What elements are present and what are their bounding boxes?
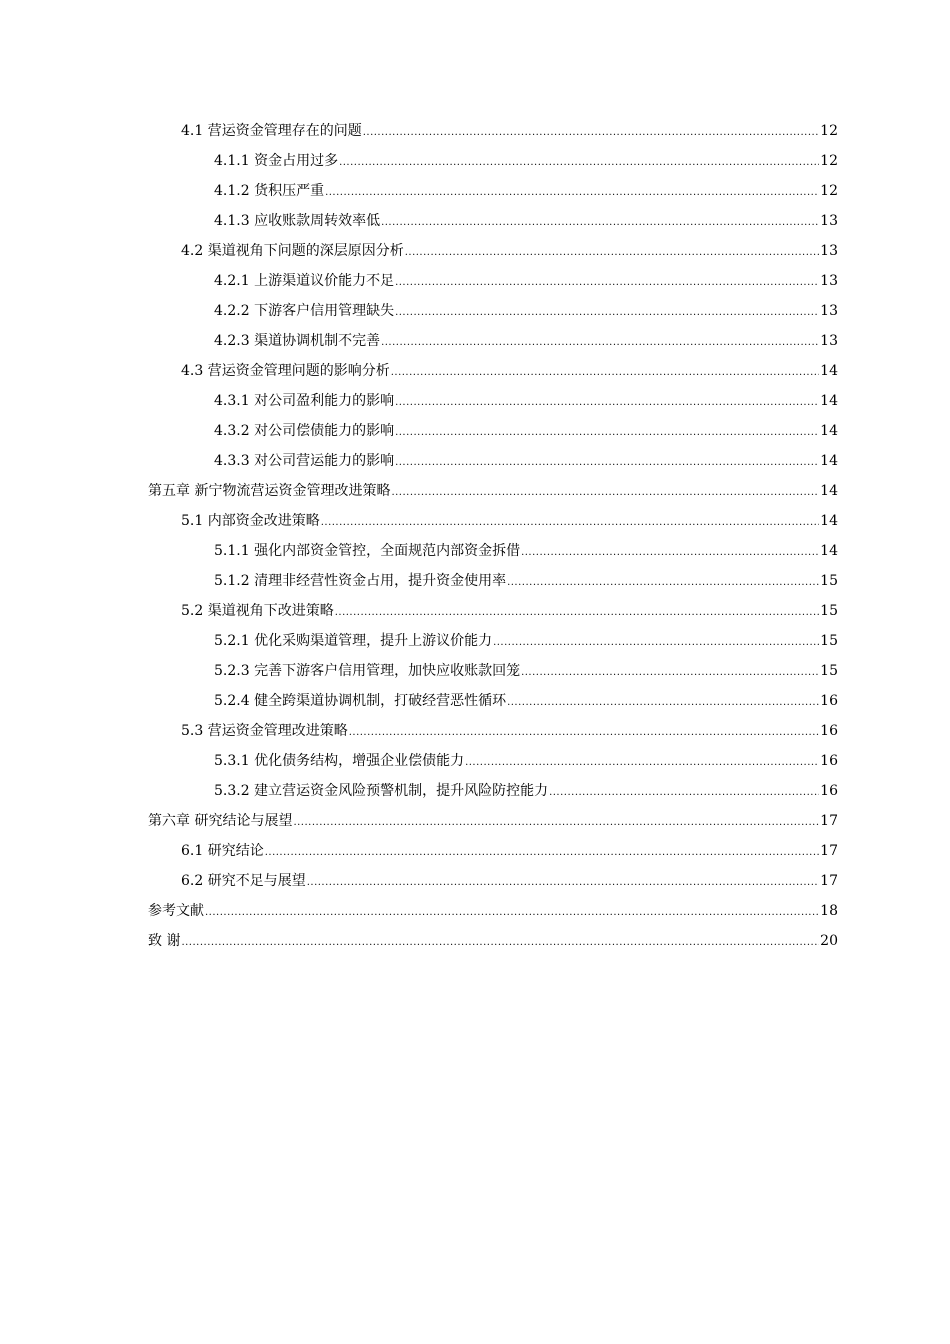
toc-entry[interactable] xyxy=(214,746,838,776)
toc-entry-page-number: 14 xyxy=(820,543,838,559)
toc-leader-dots xyxy=(465,748,819,778)
toc-entry-title: 4.3.3 对公司营运能力的影响 xyxy=(214,446,394,476)
toc-entry-page-number: 16 xyxy=(820,783,838,799)
toc-leader-dots xyxy=(321,508,819,538)
toc-entry-title: 4.2.1 上游渠道议价能力不足 xyxy=(214,266,394,296)
toc-entry[interactable] xyxy=(214,146,838,176)
toc-entry-page-number: 13 xyxy=(820,273,838,289)
toc-entry-page-number: 12 xyxy=(820,153,838,169)
toc-leader-dots xyxy=(181,928,819,958)
toc-entry-title: 4.3.1 对公司盈利能力的影响 xyxy=(214,386,394,416)
toc-leader-dots xyxy=(391,358,819,388)
toc-entry-title: 4.3 营运资金管理问题的影响分析 xyxy=(181,356,390,386)
toc-leader-dots xyxy=(395,418,819,448)
toc-entry-page-number: 14 xyxy=(820,453,838,469)
toc-leader-dots xyxy=(405,238,819,268)
toc-entry[interactable] xyxy=(214,536,838,566)
toc-leader-dots xyxy=(363,118,819,148)
toc-entry-title: 5.2.3 完善下游客户信用管理，加快应收账款回笼 xyxy=(214,656,520,686)
toc-entry-page-number: 13 xyxy=(820,333,838,349)
toc-leader-dots xyxy=(265,838,819,868)
toc-leader-dots xyxy=(521,538,819,568)
toc-entry[interactable] xyxy=(181,356,838,386)
toc-entry-page-number: 13 xyxy=(820,213,838,229)
toc-entry-title: 6.2 研究不足与展望 xyxy=(181,866,306,896)
toc-entry[interactable] xyxy=(181,236,838,266)
toc-entry-title: 5.2.1 优化采购渠道管理，提升上游议价能力 xyxy=(214,626,492,656)
toc-entry-title: 5.3.2 建立营运资金风险预警机制，提升风险防控能力 xyxy=(214,776,548,806)
toc-entry-title: 4.3.2 对公司偿债能力的影响 xyxy=(214,416,394,446)
toc-entry[interactable] xyxy=(214,446,838,476)
toc-leader-dots xyxy=(381,328,819,358)
toc-entry[interactable] xyxy=(214,686,838,716)
toc-entry[interactable] xyxy=(214,566,838,596)
toc-leader-dots xyxy=(381,208,819,238)
toc-entry-page-number: 16 xyxy=(820,723,838,739)
toc-entry-title: 5.2 渠道视角下改进策略 xyxy=(181,596,334,626)
toc-leader-dots xyxy=(493,628,819,658)
toc-entry[interactable] xyxy=(214,176,838,206)
toc-entry[interactable] xyxy=(181,866,838,896)
toc-entry[interactable] xyxy=(214,656,838,686)
toc-entry[interactable] xyxy=(214,626,838,656)
toc-entry[interactable] xyxy=(148,806,838,836)
toc-entry-title: 5.1.1 强化内部资金管控，全面规范内部资金拆借 xyxy=(214,536,520,566)
toc-entry[interactable] xyxy=(214,776,838,806)
toc-leader-dots xyxy=(395,298,819,328)
toc-entry-page-number: 17 xyxy=(820,813,838,829)
toc-entry-page-number: 16 xyxy=(820,693,838,709)
toc-leader-dots xyxy=(205,898,819,928)
toc-entry-page-number: 14 xyxy=(820,423,838,439)
toc-leader-dots xyxy=(349,718,819,748)
toc-entry[interactable] xyxy=(214,326,838,356)
toc-leader-dots xyxy=(507,568,819,598)
toc-entry[interactable] xyxy=(181,116,838,146)
toc-entry-page-number: 17 xyxy=(820,843,838,859)
toc-entry[interactable] xyxy=(148,896,838,926)
toc-entry[interactable] xyxy=(181,836,838,866)
toc-entry-title: 5.1.2 清理非经营性资金占用，提升资金使用率 xyxy=(214,566,506,596)
toc-entry-page-number: 16 xyxy=(820,753,838,769)
toc-entry[interactable] xyxy=(181,716,838,746)
toc-entry[interactable] xyxy=(214,416,838,446)
toc-entry-page-number: 14 xyxy=(820,513,838,529)
toc-entry-title: 4.2 渠道视角下问题的深层原因分析 xyxy=(181,236,404,266)
toc-entry-title: 参考文献 xyxy=(148,896,204,926)
toc-leader-dots xyxy=(395,268,819,298)
toc-entry[interactable] xyxy=(214,266,838,296)
toc-entry-page-number: 17 xyxy=(820,873,838,889)
toc-entry-title: 4.1.2 货积压严重 xyxy=(214,176,324,206)
toc-entry-page-number: 15 xyxy=(820,603,838,619)
toc-entry-title: 4.2.2 下游客户信用管理缺失 xyxy=(214,296,394,326)
toc-leader-dots xyxy=(325,178,819,208)
toc-entry[interactable] xyxy=(148,476,838,506)
toc-leader-dots xyxy=(335,598,819,628)
toc-entry[interactable] xyxy=(148,926,838,956)
toc-entry-page-number: 15 xyxy=(820,663,838,679)
toc-entry[interactable] xyxy=(181,596,838,626)
toc-entry-title: 4.2.3 渠道协调机制不完善 xyxy=(214,326,380,356)
toc-leader-dots xyxy=(391,478,819,508)
toc-entry-page-number: 12 xyxy=(820,183,838,199)
toc-entry[interactable] xyxy=(214,386,838,416)
toc-entry-page-number: 12 xyxy=(820,123,838,139)
toc-entry-title: 5.2.4 健全跨渠道协调机制，打破经营恶性循环 xyxy=(214,686,506,716)
table-of-contents xyxy=(0,116,950,956)
toc-entry[interactable] xyxy=(181,506,838,536)
toc-leader-dots xyxy=(549,778,819,808)
toc-entry-page-number: 18 xyxy=(820,903,838,919)
toc-entry[interactable] xyxy=(214,296,838,326)
toc-entry-page-number: 14 xyxy=(820,393,838,409)
toc-entry[interactable] xyxy=(214,206,838,236)
toc-entry-page-number: 13 xyxy=(820,243,838,259)
toc-entry-page-number: 13 xyxy=(820,303,838,319)
toc-leader-dots xyxy=(507,688,819,718)
toc-entry-page-number: 20 xyxy=(820,933,838,949)
toc-entry-title: 4.1.1 资金占用过多 xyxy=(214,146,338,176)
toc-entry-title: 4.1.3 应收账款周转效率低 xyxy=(214,206,380,236)
toc-leader-dots xyxy=(339,148,819,178)
toc-leader-dots xyxy=(521,658,819,688)
toc-leader-dots xyxy=(293,808,819,838)
toc-entry-title: 5.1 内部资金改进策略 xyxy=(181,506,320,536)
toc-leader-dots xyxy=(307,868,819,898)
toc-entry-title: 第五章 新宁物流营运资金管理改进策略 xyxy=(148,476,390,506)
toc-entry-page-number: 15 xyxy=(820,633,838,649)
toc-entry-page-number: 14 xyxy=(820,483,838,499)
toc-leader-dots xyxy=(395,448,819,478)
toc-entry-title: 致 谢 xyxy=(148,926,180,956)
toc-entry-title: 5.3.1 优化债务结构，增强企业偿债能力 xyxy=(214,746,464,776)
toc-leader-dots xyxy=(395,388,819,418)
toc-entry-title: 4.1 营运资金管理存在的问题 xyxy=(181,116,362,146)
toc-entry-title: 5.3 营运资金管理改进策略 xyxy=(181,716,348,746)
toc-entry-page-number: 15 xyxy=(820,573,838,589)
toc-entry-title: 6.1 研究结论 xyxy=(181,836,264,866)
toc-entry-title: 第六章 研究结论与展望 xyxy=(148,806,292,836)
toc-entry-page-number: 14 xyxy=(820,363,838,379)
